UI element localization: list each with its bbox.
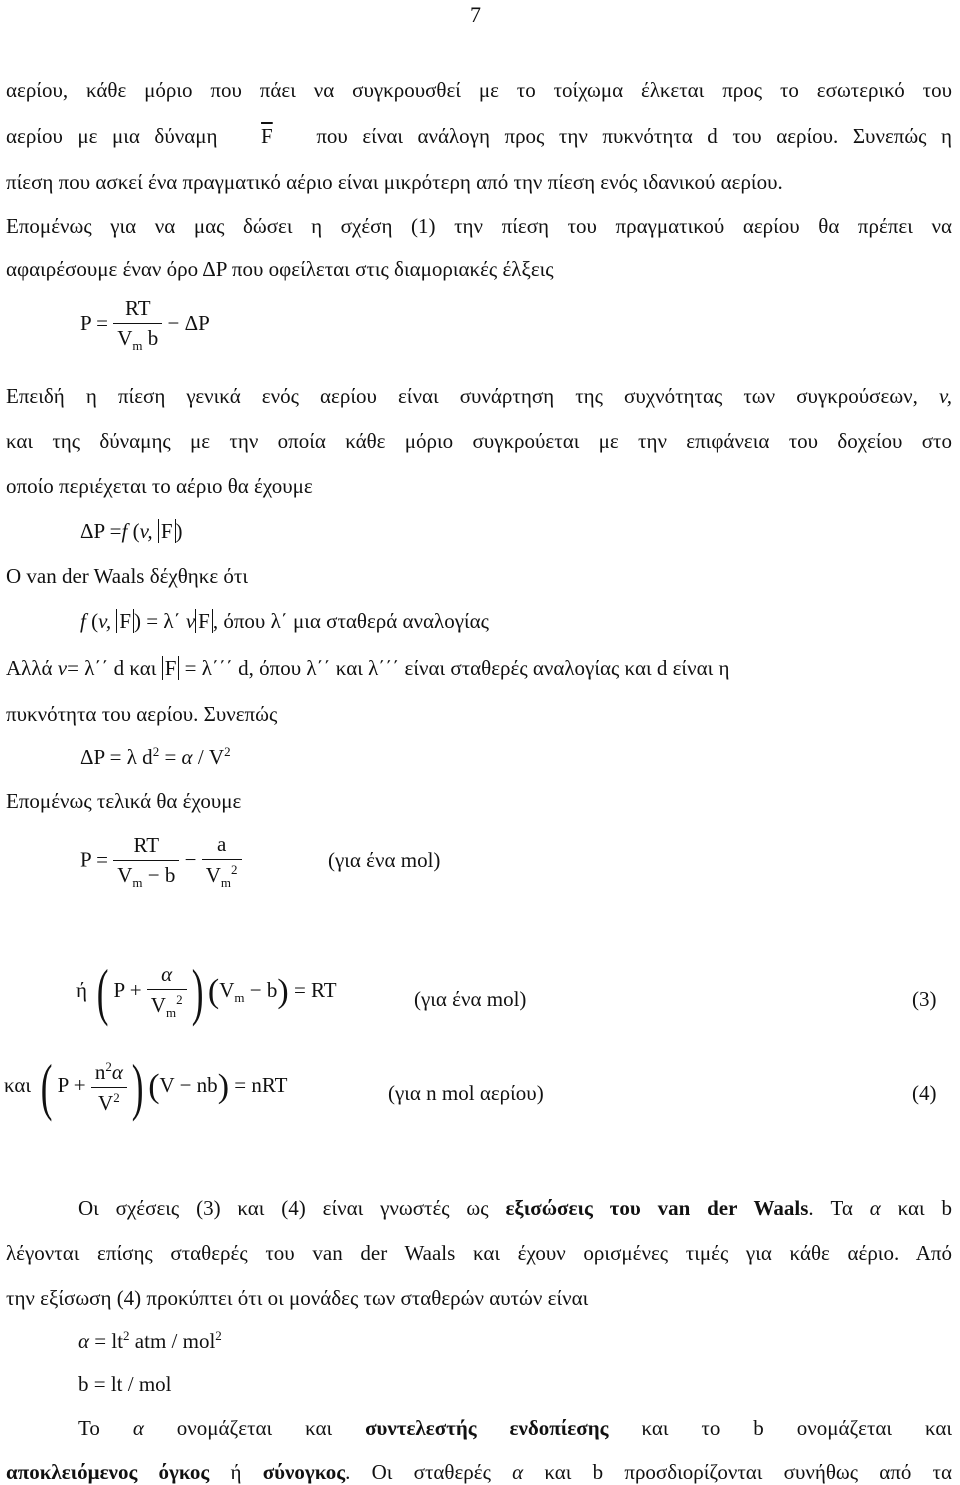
paragraph-line: οποίο περιέχεται το αέριο θα έχουμε (6, 474, 313, 498)
paragraph-line: αερίου, κάθε μόριο που πάει να συγκρουσθεί με το τοίχωμα έλκεται προς το εσωτερικό του (6, 78, 952, 102)
equation-note: (για n mol αερίου) (388, 1081, 544, 1105)
equation-delta-p-function: ΔP =f (v, F ) (80, 519, 183, 543)
paragraph-line: αερίου με μια δύναμη $\overline{F}$ που είναι ανάλογη προς την πυκνότητα d του αερίου. Συνεπώς η (6, 124, 953, 148)
equation-delta-p-alpha: ΔP = λ $d^2 = \alpha / V^2$ (80, 744, 231, 769)
paragraph-line: Το α ονομάζεται και συντελεστής ενδοπίεσης και το b ονομάζεται και (78, 1416, 953, 1440)
paragraph-line: και της δύναμης με την οποία κάθε μόριο συγκρούεται με την επιφάνεια του δοχείου στο (6, 429, 952, 453)
paragraph-line: αποκλειόμενος όγκος ή σύνογκος. Οι σταθερές α και b προσδιορίζονται συνήθως από τα (6, 1460, 953, 1484)
equation-number: (4) (912, 1081, 937, 1105)
equation-pressure-correction: P = $\frac{RT}{V_m b}$ − ΔP (80, 296, 210, 354)
equation-van-der-waals-solved: P = $\frac{RT}{V_m - b}$ − $\frac{a}{V_m^2}$ (80, 832, 242, 891)
paragraph-line: Επειδή η πίεση γενικά ενός αερίου είναι συνάρτηση της συχνότητας των συγκρούσεων, v, (6, 384, 953, 408)
units-alpha: $\alpha = lt^2$ atm / mol$^2$ (78, 1328, 222, 1353)
paragraph-line: πυκνότητα του αερίου. Συνεπώς (6, 702, 278, 726)
paragraph-line: πίεση που ασκεί ένα πραγματικό αέριο είναι μικρότερη από την πίεση ενός ιδανικού αερίου. (6, 170, 783, 194)
equation-number: (3) (912, 987, 937, 1011)
force-symbol: $\overline{F}$ (261, 124, 273, 148)
equation-van-der-waals-one-mol: ή ( P + $\frac{\alpha}{V_m^2}$ ) $(V_m - b)$ = RT (76, 956, 337, 1027)
paragraph-line: αφαιρέσουμε έναν όρο ΔP που οφείλεται στις διαμοριακές έλξεις (6, 257, 554, 281)
equation-van-der-waals-n-mol: και ( P + $\frac{n^2\alpha}{V^2}$ ) (V − nb) = nRT (4, 1051, 288, 1122)
paragraph-line: Επομένως τελικά θα έχουμε (6, 789, 242, 813)
paragraph-line: Οι σχέσεις (3) και (4) είναι γνωστές ως εξισώσεις του van der Waals. Τα α και b (78, 1196, 953, 1220)
equation-note: (για ένα mol) (414, 987, 527, 1011)
units-b: b = lt / mol (78, 1372, 172, 1396)
paragraph-line: την εξίσωση (4) προκύπτει ότι οι μονάδες των σταθερών αυτών είναι (6, 1286, 589, 1310)
paragraph-line: λέγονται επίσης σταθερές του van der Waals και έχουν ορισμένες τιμές για κάθε αέριο. Από (6, 1241, 952, 1265)
paragraph-line: Επομένως για να μας δώσει η σχέση (1) την πίεση του πραγματικού αερίου θα πρέπει να (6, 214, 952, 238)
page-number: 7 (470, 2, 481, 27)
equation-note: (για ένα mol) (328, 848, 441, 872)
paragraph-line: Αλλά v= λ΄΄ d και F = λ΄΄΄ d, όπου λ΄΄ και λ΄΄΄ είναι σταθερές αναλογίας και d είναι η (6, 656, 730, 680)
equation-waals-assumption: f (v, F ) = λ΄ v F , όπου λ΄ μια σταθερά αναλογίας (80, 609, 489, 633)
paragraph-line: O van der Waals δέχθηκε ότι (6, 564, 249, 588)
